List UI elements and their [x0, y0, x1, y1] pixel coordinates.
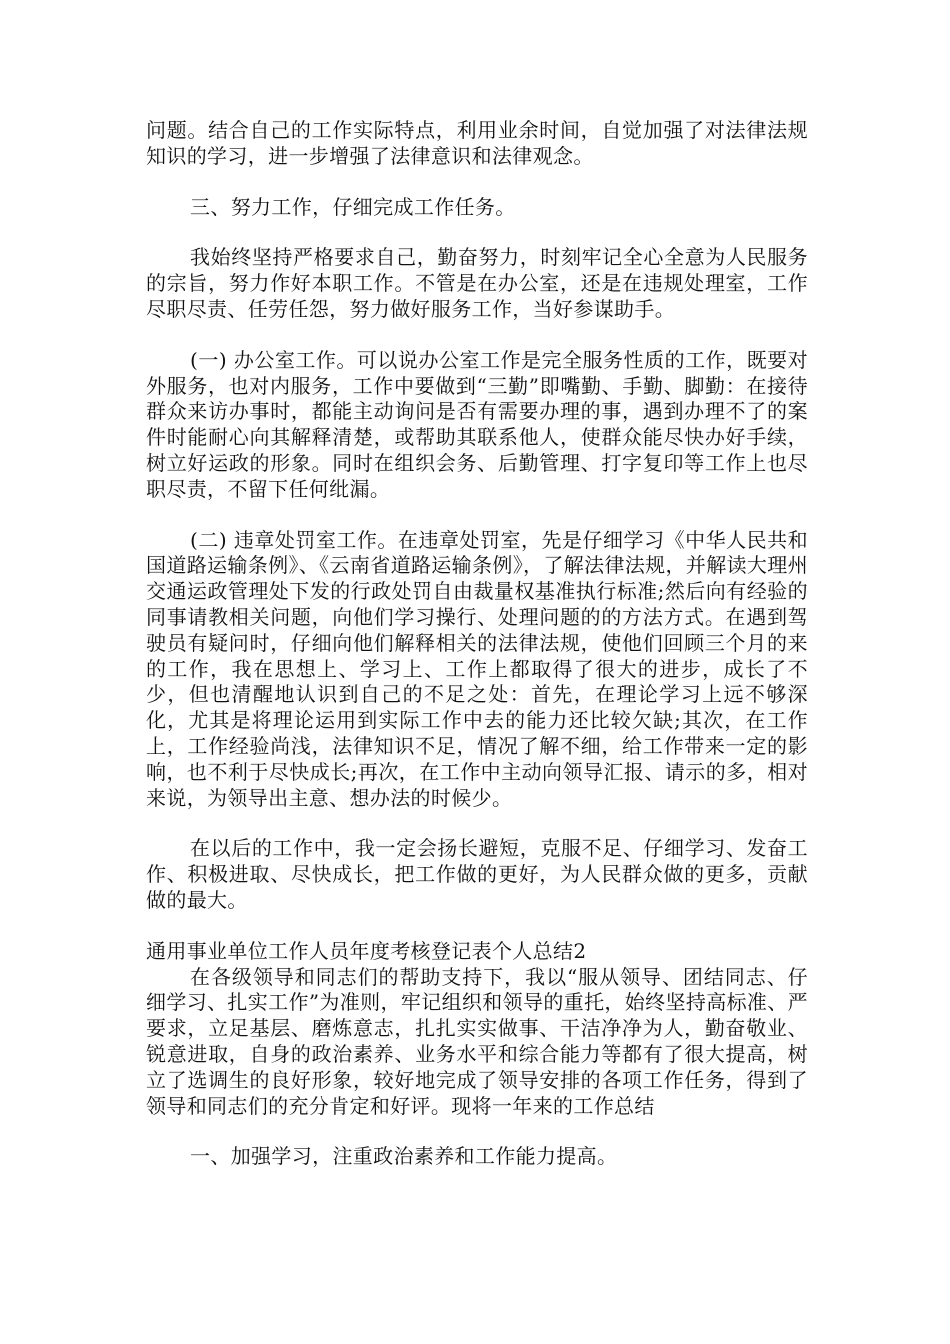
paragraph-legal-study: 问题。结合自己的工作实际特点，利用业余时间，自觉加强了对法律法规知识的学习，进一步增强了法律意识和法律观念。: [146, 118, 808, 168]
paragraph-office-work: (一) 办公室工作。可以说办公室工作是完全服务性质的工作，既要对外服务，也对内服务，工作中要做到“三勤”即嘴勤、手勤、脚勤：在接待群众来访办事时，都能主动询问是否有需要办理的事，遇到办理不了的案件时能耐心向其解释清楚，或帮助其联系他人，使群众能尽快办好手续，树立好运政的形象。同时在组织会务、后勤管理、打字复印等工作上也尽职尽责，不留下任何纰漏。: [146, 347, 808, 501]
paragraph-work-attitude: 我始终坚持严格要求自己，勤奋努力，时刻牢记全心全意为人民服务的宗旨，努力作好本职工作。不管是在办公室，还是在违规处理室，工作尽职尽责、任劳任怨，努力做好服务工作，当好参谋助手。: [146, 245, 808, 321]
paragraph-future-work: 在以后的工作中，我一定会扬长避短，克服不足、仔细学习、发奋工作、积极进取、尽快成长，把工作做的更好，为人民群众做的更多，贡献做的最大。: [146, 836, 808, 912]
section-heading-one: 一、加强学习，注重政治素养和工作能力提高。: [190, 1144, 618, 1169]
paragraph-summary-intro: 在各级领导和同志们的帮助支持下，我以“服从领导、团结同志、仔细学习、扎实工作”为准则，牢记组织和领导的重托，始终坚持高标准、严要求，立足基层、磨炼意志，扎扎实实做事、干洁净净为人，勤奋敬业、锐意进取，自身的政治素养、业务水平和综合能力等都有了很大提高，树立了选调生的良好形象，较好地完成了领导安排的各项工作任务，得到了领导和同志们的充分肯定和好评。现将一年来的工作总结: [146, 964, 808, 1118]
section-heading-three: 三、努力工作，仔细完成工作任务。: [190, 194, 516, 219]
summary-title-2: 通用事业单位工作人员年度考核登记表个人总结2: [146, 938, 587, 963]
document-body: [146, 118, 808, 1195]
paragraph-penalty-office: (二) 违章处罚室工作。在违章处罚室，先是仔细学习《中华人民共和国道路运输条例》、《云南省道路运输条例》，了解法律法规，并解读大理州交通运政管理处下发的行政处罚自由裁量权基准执行标准;然后向有经验的同事请教相关问题，向他们学习操行、处理问题的的方法方式。在遇到驾驶员有疑问时，仔细向他们解释相关的法律法规，使他们回顾三个月的来的工作，我在思想上、学习上、工作上都取得了很大的进步，成长了不少，但也清醒地认识到自己的不足之处：首先，在理论学习上远不够深化，尤其是将理论运用到实际工作中去的能力还比较欠缺;其次，在工作上，工作经验尚浅，法律知识不足，情况了解不细，给工作带来一定的影响，也不利于尽快成长;再次，在工作中主动向领导汇报、请示的多，相对来说，为领导出主意、想办法的时候少。: [146, 527, 808, 810]
